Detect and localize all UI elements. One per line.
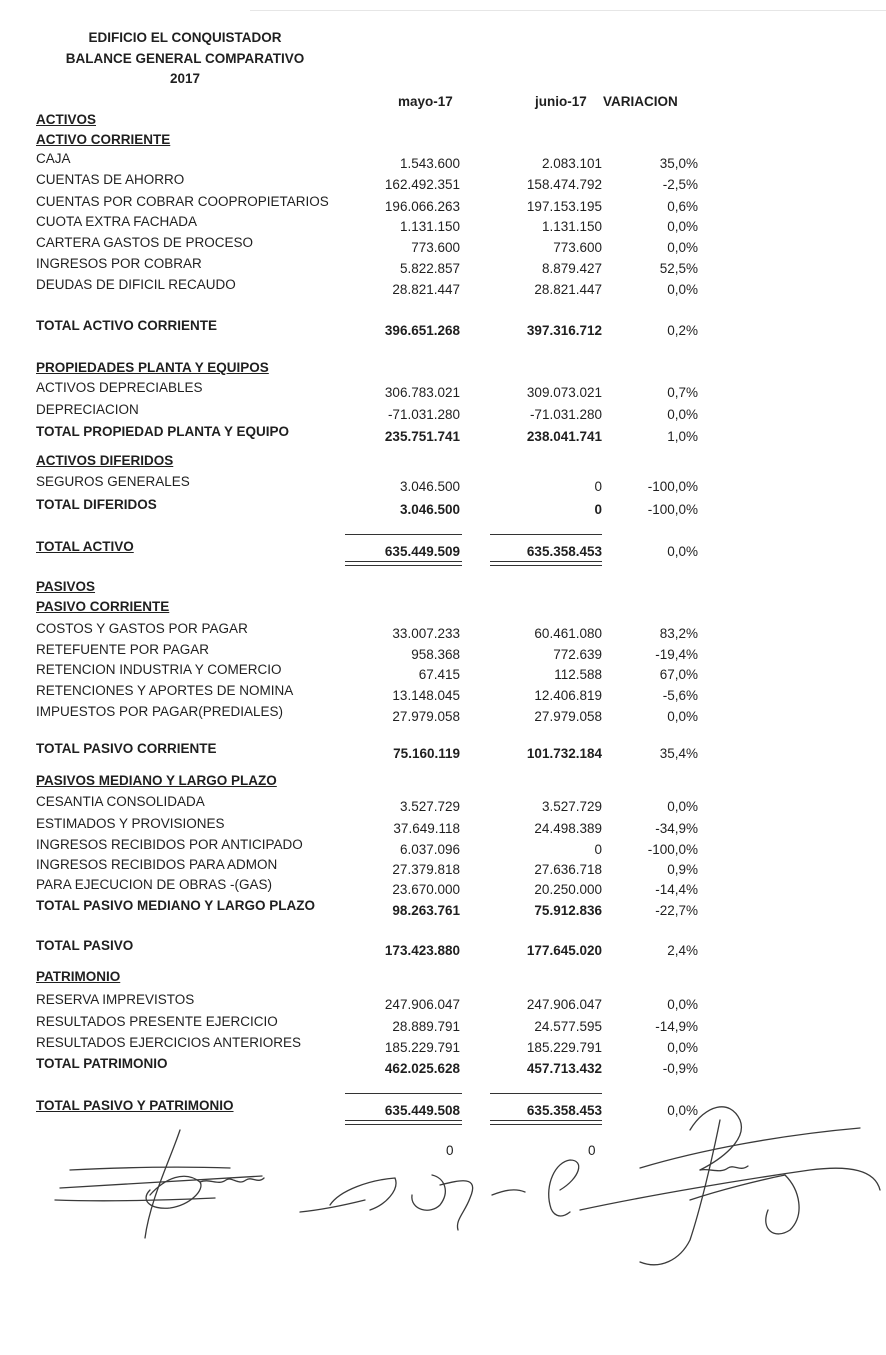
value-mayo: 75.160.119 <box>393 746 460 761</box>
value-mayo: 635.449.508 <box>384 1103 460 1118</box>
value-junio: 238.041.741 <box>526 429 602 444</box>
value-variacion: 52,5% <box>659 261 698 276</box>
value-mayo: 958.368 <box>411 647 460 662</box>
value-mayo: 185.229.791 <box>384 1040 460 1055</box>
value-variacion: 0,7% <box>667 385 698 400</box>
value-mayo: 27.379.818 <box>392 862 460 877</box>
total-row-label: TOTAL PASIVO Y PATRIMONIO <box>36 1098 234 1113</box>
section-heading: ACTIVOS <box>36 112 97 127</box>
value-junio: 0 <box>594 479 602 494</box>
value-mayo: 635.449.509 <box>384 544 460 559</box>
value-mayo: 306.783.021 <box>384 385 460 400</box>
value-variacion: 0,0% <box>667 282 698 297</box>
account-label: RETENCIONES Y APORTES DE NOMINA <box>36 683 294 698</box>
document-title: BALANCE GENERAL COMPARATIVO <box>65 51 305 66</box>
value-mayo: 5.822.857 <box>399 261 460 276</box>
account-label: RESERVA IMPREVISTOS <box>36 992 195 1007</box>
value-variacion: 0,2% <box>667 323 698 338</box>
value-junio: 397.316.712 <box>526 323 602 338</box>
value-mayo: 247.906.047 <box>384 997 460 1012</box>
account-label: COSTOS Y GASTOS POR PAGAR <box>36 621 248 636</box>
value-variacion: -14,9% <box>655 1019 698 1034</box>
value-variacion: -22,7% <box>655 903 698 918</box>
value-junio: 457.713.432 <box>526 1061 602 1076</box>
account-label: SEGUROS GENERALES <box>36 474 190 489</box>
value-junio: 635.358.453 <box>526 544 602 559</box>
account-label: INGRESOS RECIBIDOS PARA ADMON <box>36 857 278 872</box>
value-mayo: 1.131.150 <box>399 219 460 234</box>
value-mayo: 37.649.118 <box>393 821 460 836</box>
account-label: ESTIMADOS Y PROVISIONES <box>36 816 225 831</box>
value-mayo: -71.031.280 <box>387 407 460 422</box>
value-variacion: -14,4% <box>655 882 698 897</box>
account-label: RESULTADOS PRESENTE EJERCICIO <box>36 1014 278 1029</box>
value-variacion: 0,0% <box>667 544 698 559</box>
value-variacion: 0,0% <box>667 799 698 814</box>
account-label: ACTIVOS DEPRECIABLES <box>36 380 203 395</box>
document-year: 2017 <box>169 71 201 86</box>
total-row-label: TOTAL PASIVO CORRIENTE <box>36 741 217 756</box>
column-header-variacion: VARIACION <box>603 94 678 109</box>
value-variacion: -100,0% <box>647 502 698 517</box>
value-variacion: -100,0% <box>647 479 698 494</box>
column-header-mayo: mayo-17 <box>398 94 453 109</box>
total-row-label: TOTAL ACTIVO <box>36 539 134 554</box>
section-heading: ACTIVO CORRIENTE <box>36 132 171 147</box>
account-label: IMPUESTOS POR PAGAR(PREDIALES) <box>36 704 284 719</box>
value-junio: 158.474.792 <box>526 177 602 192</box>
value-mayo: 28.889.791 <box>392 1019 460 1034</box>
value-junio: 197.153.195 <box>526 199 602 214</box>
account-label: DEUDAS DE DIFICIL RECAUDO <box>36 277 236 292</box>
value-junio: 12.406.819 <box>534 688 602 703</box>
value-mayo: 162.492.351 <box>384 177 460 192</box>
account-label: CUENTAS POR COBRAR COOPROPIETARIOS <box>36 194 329 209</box>
value-variacion: 67,0% <box>659 667 698 682</box>
value-junio: 0 <box>594 842 602 857</box>
value-mayo: 33.007.233 <box>392 626 460 641</box>
account-label: CUOTA EXTRA FACHADA <box>36 214 198 229</box>
value-junio: 27.636.718 <box>534 862 602 877</box>
value-mayo: 98.263.761 <box>392 903 460 918</box>
total-row-label: TOTAL PATRIMONIO <box>36 1056 168 1071</box>
value-junio: 309.073.021 <box>526 385 602 400</box>
value-variacion: -34,9% <box>655 821 698 836</box>
value-junio: 3.527.729 <box>541 799 602 814</box>
account-label: DEPRECIACION <box>36 402 139 417</box>
value-mayo: 23.670.000 <box>392 882 460 897</box>
value-variacion: 83,2% <box>659 626 698 641</box>
section-heading: PASIVO CORRIENTE <box>36 599 170 614</box>
account-label: CESANTIA CONSOLIDADA <box>36 794 205 809</box>
value-mayo: 28.821.447 <box>392 282 460 297</box>
section-heading: PATRIMONIO <box>36 969 121 984</box>
account-label: PARA EJECUCION DE OBRAS -(GAS) <box>36 877 273 892</box>
value-junio: 772.639 <box>553 647 602 662</box>
account-label: RETENCION INDUSTRIA Y COMERCIO <box>36 662 282 677</box>
section-heading: ACTIVOS DIFERIDOS <box>36 453 174 468</box>
section-heading: PASIVOS <box>36 579 96 594</box>
account-label: INGRESOS POR COBRAR <box>36 256 202 271</box>
value-variacion: 0,9% <box>667 862 698 877</box>
account-label: CARTERA GASTOS DE PROCESO <box>36 235 254 250</box>
value-variacion: 0,0% <box>667 240 698 255</box>
section-heading: PROPIEDADES PLANTA Y EQUIPOS <box>36 360 269 375</box>
total-row-label: TOTAL ACTIVO CORRIENTE <box>36 318 218 333</box>
value-mayo: 27.979.058 <box>392 709 460 724</box>
value-variacion: 2,4% <box>667 943 698 958</box>
value-variacion: -19,4% <box>655 647 698 662</box>
value-junio: 635.358.453 <box>526 1103 602 1118</box>
value-junio: 75.912.836 <box>534 903 602 918</box>
total-row-label: TOTAL PROPIEDAD PLANTA Y EQUIPO <box>36 424 290 439</box>
value-variacion: 35,0% <box>659 156 698 171</box>
check-value-mayo: 0 <box>446 1143 454 1158</box>
value-mayo: 3.046.500 <box>399 502 460 517</box>
value-mayo: 773.600 <box>411 240 460 255</box>
value-mayo: 13.148.045 <box>392 688 460 703</box>
value-junio: 112.588 <box>554 667 602 682</box>
value-junio: 177.645.020 <box>526 943 602 958</box>
value-mayo: 6.037.096 <box>399 842 460 857</box>
value-junio: 101.732.184 <box>526 746 602 761</box>
column-header-junio: junio-17 <box>535 94 587 109</box>
value-junio: 24.577.595 <box>534 1019 602 1034</box>
value-variacion: -2,5% <box>662 177 698 192</box>
value-variacion: 0,0% <box>667 1040 698 1055</box>
account-label: CAJA <box>36 151 71 166</box>
value-junio: 28.821.447 <box>534 282 602 297</box>
value-variacion: 0,0% <box>667 219 698 234</box>
check-value-junio: 0 <box>588 1143 596 1158</box>
total-row-label: TOTAL PASIVO MEDIANO Y LARGO PLAZO <box>36 898 316 913</box>
value-junio: 8.879.427 <box>541 261 602 276</box>
value-variacion: 0,6% <box>667 199 698 214</box>
value-junio: 247.906.047 <box>526 997 602 1012</box>
section-heading: PASIVOS MEDIANO Y LARGO PLAZO <box>36 773 277 788</box>
value-mayo: 462.025.628 <box>384 1061 460 1076</box>
value-mayo: 396.651.268 <box>384 323 460 338</box>
value-variacion: 35,4% <box>659 746 698 761</box>
value-mayo: 3.046.500 <box>399 479 460 494</box>
account-label: CUENTAS DE AHORRO <box>36 172 185 187</box>
value-mayo: 196.066.263 <box>384 199 460 214</box>
value-variacion: 0,0% <box>667 1103 698 1118</box>
value-junio: 185.229.791 <box>526 1040 602 1055</box>
value-junio: 24.498.389 <box>534 821 602 836</box>
account-label: INGRESOS RECIBIDOS POR ANTICIPADO <box>36 837 303 852</box>
account-label: RESULTADOS EJERCICIOS ANTERIORES <box>36 1035 302 1050</box>
value-junio: 1.131.150 <box>541 219 602 234</box>
account-label: RETEFUENTE POR PAGAR <box>36 642 210 657</box>
value-mayo: 1.543.600 <box>399 156 460 171</box>
value-mayo: 173.423.880 <box>384 943 460 958</box>
value-mayo: 235.751.741 <box>384 429 460 444</box>
value-junio: 2.083.101 <box>541 156 602 171</box>
value-variacion: -0,9% <box>662 1061 698 1076</box>
value-junio: 0 <box>594 502 602 517</box>
total-row-label: TOTAL PASIVO <box>36 938 134 953</box>
value-mayo: 67.415 <box>418 667 460 682</box>
value-mayo: 3.527.729 <box>399 799 460 814</box>
value-variacion: 0,0% <box>667 997 698 1012</box>
value-variacion: 0,0% <box>667 709 698 724</box>
value-junio: 60.461.080 <box>534 626 602 641</box>
value-variacion: -100,0% <box>647 842 698 857</box>
value-junio: 20.250.000 <box>534 882 602 897</box>
value-variacion: 1,0% <box>667 429 698 444</box>
company-name: EDIFICIO EL CONQUISTADOR <box>88 30 282 45</box>
total-row-label: TOTAL DIFERIDOS <box>36 497 157 512</box>
value-junio: -71.031.280 <box>529 407 602 422</box>
value-variacion: -5,6% <box>662 688 698 703</box>
value-variacion: 0,0% <box>667 407 698 422</box>
value-junio: 773.600 <box>553 240 602 255</box>
value-junio: 27.979.058 <box>534 709 602 724</box>
